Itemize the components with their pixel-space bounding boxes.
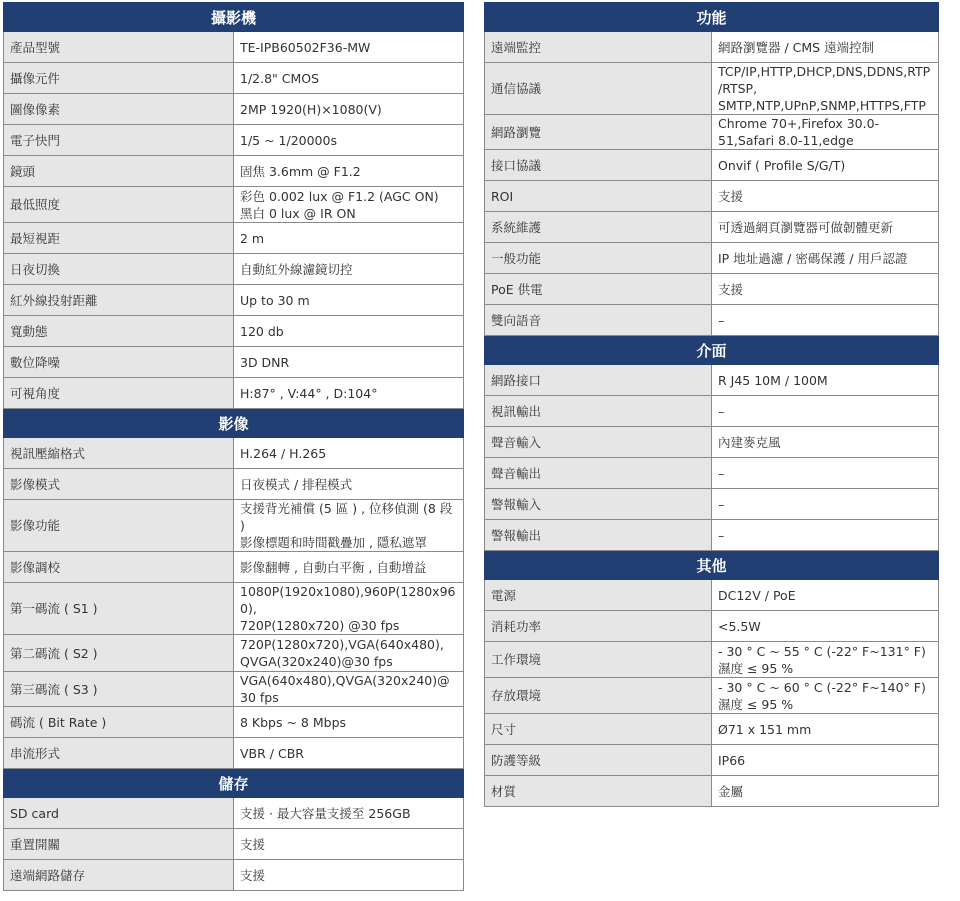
spec-value — [712, 642, 939, 678]
spec-value-line: TCP/IP,HTTP,DHCP,DNS,DDNS,RTP/RTSP, — [718, 64, 931, 96]
spec-row — [4, 347, 464, 378]
spec-value — [712, 458, 939, 489]
spec-value — [234, 738, 464, 769]
section-title: 功能 — [485, 3, 939, 32]
spec-value — [234, 860, 464, 891]
spec-value — [234, 347, 464, 378]
spec-label: 遠端監控 — [485, 32, 712, 63]
spec-value-line: 1/2.8" CMOS — [240, 70, 320, 86]
spec-row — [4, 635, 464, 672]
spec-value-line: H:87° , V:44° , D:104° — [240, 385, 378, 401]
spec-value — [712, 274, 939, 305]
spec-value — [712, 365, 939, 396]
spec-label: 攝像元件 — [4, 63, 234, 94]
spec-value — [234, 552, 464, 583]
spec-row — [485, 365, 939, 396]
spec-value-line: 3D DNR — [240, 354, 290, 370]
spec-row — [485, 580, 939, 611]
spec-value-line: SMTP,NTP,UPnP,SNMP,HTTPS,FTP — [718, 98, 926, 113]
spec-value — [712, 305, 939, 336]
spec-value-line: VBR / CBR — [240, 745, 304, 761]
spec-row — [485, 181, 939, 212]
spec-label: 重置開關 — [4, 829, 234, 860]
spec-label: 聲音輸出 — [485, 458, 712, 489]
spec-label: 尺寸 — [485, 714, 712, 745]
spec-value — [712, 115, 939, 150]
spec-row — [4, 860, 464, 891]
spec-label: 數位降噪 — [4, 347, 234, 378]
spec-row — [4, 156, 464, 187]
spec-label: 第一碼流 ( S1 ) — [4, 583, 234, 635]
spec-value-line: - 30 ° C ~ 55 ° C (-22° F~131° F) — [718, 643, 926, 659]
spec-row — [485, 274, 939, 305]
spec-label: 系統維護 — [485, 212, 712, 243]
spec-label: 遠端網路儲存 — [4, 860, 234, 891]
spec-value-line: <5.5W — [718, 618, 761, 634]
spec-label: 可視角度 — [4, 378, 234, 409]
spec-value-line: - 30 ° C ~ 60 ° C (-22° F~140° F) — [718, 679, 926, 695]
spec-value-line: 支援 — [718, 188, 744, 204]
spec-label: 網路瀏覽 — [485, 115, 712, 150]
spec-row — [4, 829, 464, 860]
section-header-row — [4, 769, 464, 798]
spec-row — [485, 115, 939, 150]
spec-value — [234, 32, 464, 63]
section-title: 儲存 — [4, 769, 464, 798]
spec-row — [4, 378, 464, 409]
spec-label: 通信協議 — [485, 63, 712, 115]
spec-row — [485, 642, 939, 678]
spec-label: 防護等級 — [485, 745, 712, 776]
spec-label: 鏡頭 — [4, 156, 234, 187]
spec-row — [485, 32, 939, 63]
section-header-row — [4, 3, 464, 32]
spec-row — [4, 316, 464, 347]
spec-value-line: 支援 — [718, 281, 744, 297]
spec-label: 接口協議 — [485, 150, 712, 181]
spec-value — [712, 181, 939, 212]
spec-value — [712, 212, 939, 243]
spec-value-line: 濕度 ≤ 95 % — [718, 696, 794, 712]
spec-value-line: Chrome 70+,Firefox 30.0-51,Safari 8.0-11,edge — [718, 116, 880, 148]
spec-row — [4, 63, 464, 94]
spec-value-line: 720P(1280x720),VGA(640x480), — [240, 637, 444, 652]
spec-value — [712, 150, 939, 181]
spec-value — [712, 32, 939, 63]
section-header-row — [485, 551, 939, 580]
spec-value-line: TE-IPB60502F36-MW — [240, 39, 371, 55]
spec-value-line: IP 地址過濾 / 密碼保護 / 用戶認證 — [718, 250, 908, 266]
spec-value-line: DC12V / PoE — [718, 587, 796, 603]
spec-row — [4, 707, 464, 738]
spec-value-line: QVGA(320x240)@30 fps — [240, 654, 393, 669]
spec-value — [234, 829, 464, 860]
spec-value — [234, 378, 464, 409]
spec-value — [234, 125, 464, 156]
spec-row — [485, 305, 939, 336]
spec-row — [485, 745, 939, 776]
section-header-row — [485, 3, 939, 32]
spec-label: 影像功能 — [4, 500, 234, 552]
spec-value — [234, 316, 464, 347]
spec-row — [4, 32, 464, 63]
spec-value-line: – — [718, 496, 725, 512]
spec-row — [4, 94, 464, 125]
spec-value — [712, 243, 939, 274]
spec-value-line: 彩色 0.002 lux @ F1.2 (AGC ON) — [240, 188, 439, 204]
spec-label: 圖像像素 — [4, 94, 234, 125]
spec-value-line: 網路瀏覽器 / CMS 遠端控制 — [718, 39, 875, 55]
spec-label: 一般功能 — [485, 243, 712, 274]
spec-row — [4, 223, 464, 254]
spec-label: 警報輸入 — [485, 489, 712, 520]
section-header-row — [485, 336, 939, 365]
spec-value-line: H.264 / H.265 — [240, 445, 327, 461]
spec-value — [234, 94, 464, 125]
spec-value — [234, 635, 464, 672]
spec-row — [4, 500, 464, 552]
spec-value-line: 固焦 3.6mm @ F1.2 — [240, 163, 361, 179]
spec-value-line: 支援 — [240, 836, 266, 852]
spec-value-line: 支援 — [240, 867, 266, 883]
section-title: 攝影機 — [4, 3, 464, 32]
spec-value — [712, 396, 939, 427]
spec-row — [485, 63, 939, 115]
left-spec-table — [3, 2, 464, 891]
spec-row — [485, 678, 939, 714]
spec-row — [4, 254, 464, 285]
spec-row — [485, 489, 939, 520]
spec-row — [485, 776, 939, 807]
spec-value-line: 自動紅外線濾鏡切控 — [240, 261, 353, 277]
spec-value-line: 內建麥克風 — [718, 434, 781, 450]
spec-row — [4, 438, 464, 469]
spec-label: 紅外線投射距離 — [4, 285, 234, 316]
spec-label: 材質 — [485, 776, 712, 807]
spec-row — [485, 714, 939, 745]
spec-value-line: 2MP 1920(H)×1080(V) — [240, 101, 382, 117]
spec-value-line: 影像翻轉 , 自動白平衡 , 自動增益 — [240, 559, 427, 575]
spec-label: 串流形式 — [4, 738, 234, 769]
spec-label: 電子快門 — [4, 125, 234, 156]
spec-row — [4, 187, 464, 223]
spec-value — [712, 489, 939, 520]
spec-value — [234, 707, 464, 738]
spec-row — [485, 427, 939, 458]
spec-value-line: Ø71 x 151 mm — [718, 721, 812, 737]
spec-value-line: 影像標題和時間戳疊加 , 隱私遮罩 — [240, 535, 427, 550]
spec-row — [485, 458, 939, 489]
spec-row — [485, 611, 939, 642]
spec-row — [4, 672, 464, 707]
spec-value — [234, 798, 464, 829]
left-spec-column — [3, 2, 464, 891]
spec-value-line: Up to 30 m — [240, 292, 310, 308]
spec-value-line: Onvif ( Profile S/G/T) — [718, 157, 846, 173]
spec-label: 影像調校 — [4, 552, 234, 583]
spec-label: 工作環境 — [485, 642, 712, 678]
spec-label: 消耗功率 — [485, 611, 712, 642]
spec-label: 網路接口 — [485, 365, 712, 396]
spec-label: 產品型號 — [4, 32, 234, 63]
spec-value — [234, 223, 464, 254]
section-header-row — [4, 409, 464, 438]
spec-label: 第三碼流 ( S3 ) — [4, 672, 234, 707]
spec-value-line: 2 m — [240, 230, 265, 246]
spec-value-line: 1/5 ~ 1/20000s — [240, 132, 337, 148]
spec-label: 存放環境 — [485, 678, 712, 714]
spec-value-line: – — [718, 403, 725, 419]
spec-value — [712, 776, 939, 807]
spec-value-line: 8 Kbps ~ 8 Mbps — [240, 714, 347, 730]
spec-value-line: 120 db — [240, 323, 284, 339]
spec-row — [485, 243, 939, 274]
right-spec-table — [484, 2, 939, 807]
spec-value — [234, 187, 464, 223]
spec-label: ROI — [485, 181, 712, 212]
spec-row — [485, 212, 939, 243]
spec-label: 最短視距 — [4, 223, 234, 254]
spec-value — [234, 254, 464, 285]
spec-label: 雙向語音 — [485, 305, 712, 336]
section-title: 影像 — [4, 409, 464, 438]
section-title: 其他 — [485, 551, 939, 580]
spec-value — [234, 156, 464, 187]
spec-value-line: – — [718, 465, 725, 481]
spec-value — [712, 611, 939, 642]
spec-label: 最低照度 — [4, 187, 234, 223]
spec-label: 第二碼流 ( S2 ) — [4, 635, 234, 672]
spec-label: 電源 — [485, 580, 712, 611]
spec-value — [712, 580, 939, 611]
spec-value — [234, 583, 464, 635]
spec-value — [234, 672, 464, 707]
spec-value — [712, 427, 939, 458]
spec-value — [712, 520, 939, 551]
spec-value-line: 濕度 ≤ 95 % — [718, 660, 794, 676]
spec-row — [4, 738, 464, 769]
spec-value — [234, 285, 464, 316]
spec-value — [712, 714, 939, 745]
spec-value-line: VGA(640x480),QVGA(320x240)@30 fps — [240, 673, 450, 705]
spec-value-line: 支援 · 最大容量支援至 256GB — [240, 805, 411, 821]
spec-value-line: – — [718, 527, 725, 543]
spec-row — [485, 150, 939, 181]
spec-row — [4, 469, 464, 500]
spec-value — [712, 63, 939, 115]
spec-value-line: 可透過網頁瀏覽器可做韌體更新 — [718, 219, 894, 235]
spec-label: 寬動態 — [4, 316, 234, 347]
section-title: 介面 — [485, 336, 939, 365]
spec-value — [234, 438, 464, 469]
spec-label: SD card — [4, 798, 234, 829]
spec-row — [4, 552, 464, 583]
spec-row — [4, 583, 464, 635]
spec-row — [485, 396, 939, 427]
spec-value-line: R J45 10M / 100M — [718, 372, 828, 388]
spec-label: 視訊輸出 — [485, 396, 712, 427]
spec-value-line: 日夜模式 / 排程模式 — [240, 476, 353, 492]
spec-value-line: 支援背光補償 (5 區 ) , 位移偵測 (8 段 ) — [240, 501, 453, 533]
spec-value-line: 黑白 0 lux @ IR ON — [240, 205, 356, 221]
spec-label: 警報輸出 — [485, 520, 712, 551]
spec-row — [485, 520, 939, 551]
spec-row — [4, 798, 464, 829]
spec-value — [234, 500, 464, 552]
spec-row — [4, 285, 464, 316]
spec-value — [234, 63, 464, 94]
spec-label: 碼流 ( Bit Rate ) — [4, 707, 234, 738]
spec-value — [234, 469, 464, 500]
spec-label: 影像模式 — [4, 469, 234, 500]
right-spec-column — [484, 2, 939, 807]
spec-value — [712, 745, 939, 776]
spec-row — [4, 125, 464, 156]
spec-value-line: – — [718, 312, 725, 328]
spec-label: 聲音輸入 — [485, 427, 712, 458]
spec-value — [712, 678, 939, 714]
spec-value-line: IP66 — [718, 752, 746, 768]
spec-label: 日夜切換 — [4, 254, 234, 285]
spec-label: 視訊壓縮格式 — [4, 438, 234, 469]
spec-value-line: 720P(1280x720) @30 fps — [240, 618, 400, 633]
spec-value-line: 1080P(1920x1080),960P(1280x960), — [240, 584, 456, 616]
spec-label: PoE 供電 — [485, 274, 712, 305]
spec-value-line: 金屬 — [718, 783, 744, 799]
